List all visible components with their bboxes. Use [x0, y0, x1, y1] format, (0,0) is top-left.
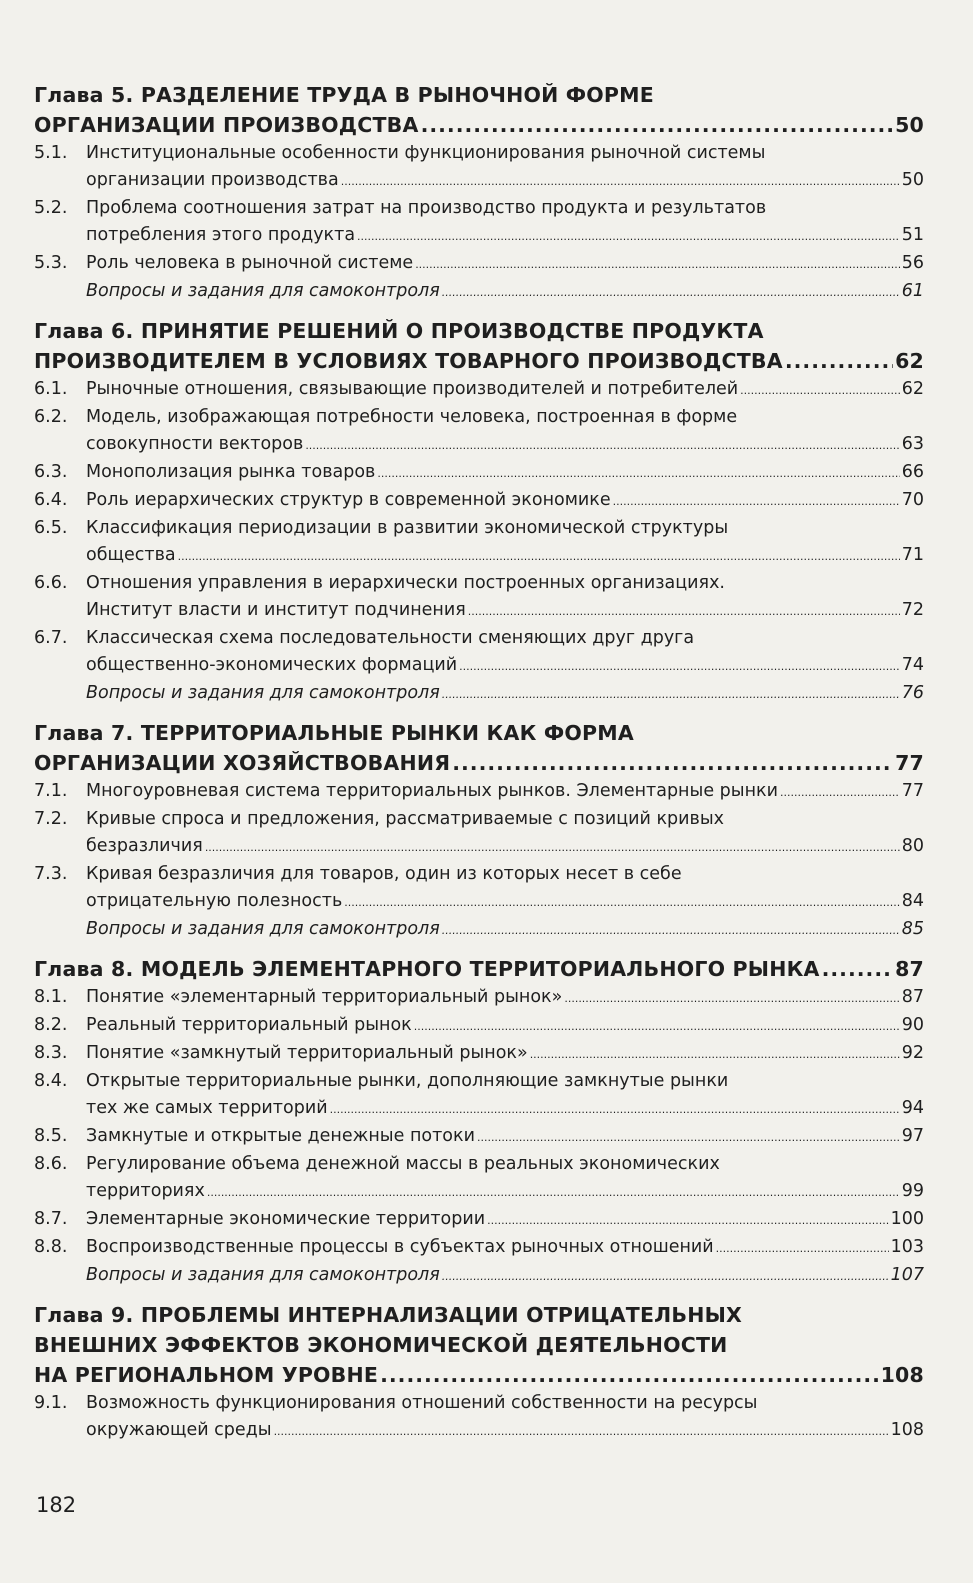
section-page-number: 50: [901, 170, 924, 190]
section-number: 8.6.: [34, 1154, 68, 1174]
section-number: 6.5.: [34, 518, 68, 538]
section-title-line: организации производства: [86, 170, 339, 190]
questions-row: [86, 1262, 924, 1290]
section-body: [86, 1151, 924, 1206]
section-body: [86, 1040, 924, 1068]
section-page-number: 92: [901, 1043, 924, 1063]
section-title-line: Воспроизводственные процессы в субъектах рыночных отношений: [86, 1237, 714, 1257]
toc-entry: [34, 515, 924, 570]
dot-leader: [442, 279, 900, 306]
questions-entry: [34, 916, 924, 944]
section-title-line: Модель, изображающая потребности человека, построенная в форме: [86, 407, 738, 427]
section-title-line: Кривая безразличия для товаров, один из которых несет в себе: [86, 864, 682, 884]
toc-entry: [34, 376, 924, 404]
section-title-row: [86, 1206, 924, 1234]
section-title-line: Классификация периодизации в развитии экономической структуры: [86, 518, 729, 538]
dot-leader: [330, 1096, 900, 1123]
section-title-line: Реальный территориальный рынок: [86, 1015, 412, 1035]
section-number: 8.3.: [34, 1043, 68, 1063]
section-title-row: [86, 459, 924, 487]
section-page-number: 56: [901, 253, 924, 273]
toc-entry: [34, 625, 924, 680]
section-title-row: [86, 778, 924, 806]
section-body: [86, 984, 924, 1012]
section-title-line: Элементарные экономические территории: [86, 1209, 486, 1229]
section-title-line: общества: [86, 545, 176, 565]
chapter-title-row: [34, 1360, 924, 1390]
section-title-line: совокупности векторов: [86, 434, 304, 454]
section-title-line: Классическая схема последовательности сменяющих друг друга: [86, 628, 695, 648]
section-page-number: 87: [901, 987, 924, 1007]
questions-page-number: 85: [901, 919, 924, 939]
dot-leader: [377, 460, 899, 487]
section-title-line: Возможность функционирования отношений собственности на ресурсы: [86, 1393, 758, 1413]
section-title-line: Институт власти и институт подчинения: [86, 600, 466, 620]
section-title-row: [86, 833, 924, 861]
dot-leader: [487, 1207, 888, 1234]
dot-leader: [822, 954, 893, 984]
dot-leader: [780, 779, 900, 806]
dot-leader: [530, 1041, 900, 1068]
chapter-title-line: ОРГАНИЗАЦИИ ПРОИЗВОДСТВА: [34, 113, 419, 137]
section-number-spacer: [34, 1262, 86, 1290]
section-number-spacer: [34, 916, 86, 944]
section-page-number: 70: [901, 490, 924, 510]
section-title-line: тех же самых территорий: [86, 1098, 328, 1118]
section-body: [86, 806, 924, 861]
questions-title: Вопросы и задания для самоконтроля: [86, 919, 440, 939]
section-page-number: 108: [890, 1420, 924, 1440]
section-body: [86, 459, 924, 487]
section-title-line: Понятие «замкнутый территориальный рынок»: [86, 1043, 528, 1063]
section-title-line: потребления этого продукта: [86, 225, 356, 245]
dot-leader: [178, 543, 900, 570]
chapter-title-row: [34, 748, 924, 778]
chapter-title-line: Глава 6. ПРИНЯТИЕ РЕШЕНИЙ О ПРОИЗВОДСТВЕ ПРОДУКТА: [34, 319, 764, 343]
dot-leader: [341, 168, 900, 195]
chapter-title-row: [34, 954, 924, 984]
chapter-page-number: 77: [895, 751, 924, 775]
dot-leader: [564, 985, 899, 1012]
dot-leader: [380, 1360, 879, 1390]
section-number: 7.2.: [34, 809, 68, 829]
toc-entry: [34, 806, 924, 861]
section-number: 7.3.: [34, 864, 68, 884]
section-page-number: 80: [901, 836, 924, 856]
section-title-line: территориях: [86, 1181, 205, 1201]
section-page-number: 84: [901, 891, 924, 911]
toc-entry: [34, 570, 924, 625]
dot-leader: [415, 251, 900, 278]
chapter-title-line: Глава 9. ПРОБЛЕМЫ ИНТЕРНАЛИЗАЦИИ ОТРИЦАТЕЛЬНЫХ: [34, 1303, 743, 1327]
section-number: 8.4.: [34, 1071, 68, 1091]
section-body: [86, 404, 924, 459]
section-title-row: [86, 984, 924, 1012]
section-page-number: 72: [901, 600, 924, 620]
section-number: 8.7.: [34, 1209, 68, 1229]
toc-entry: [34, 487, 924, 515]
section-title-row: [86, 542, 924, 570]
toc-entry: [34, 404, 924, 459]
section-title-line: Роль человека в рыночной системе: [86, 253, 414, 273]
section-body: [86, 195, 924, 250]
chapter-page-number: 87: [895, 957, 924, 981]
chapter-page-number: 108: [880, 1363, 924, 1387]
toc-entry: [34, 1234, 924, 1262]
section-title-line: безразличия: [86, 836, 203, 856]
section-title-row: [86, 487, 924, 515]
chapter-title-line: НА РЕГИОНАЛЬНОМ УРОВНЕ: [34, 1363, 379, 1387]
section-title-row: [86, 1040, 924, 1068]
toc-entry: [34, 140, 924, 195]
section-number: 7.1.: [34, 781, 68, 801]
dot-leader: [205, 834, 900, 861]
section-title-row: [86, 1417, 924, 1445]
dot-leader: [468, 598, 900, 625]
dot-leader: [305, 432, 899, 459]
questions-body: [86, 916, 924, 944]
chapter-heading: [34, 954, 924, 984]
section-body: [86, 1068, 924, 1123]
toc-entry: [34, 459, 924, 487]
dot-leader: [414, 1013, 900, 1040]
section-title-row: [86, 652, 924, 680]
dot-leader: [442, 681, 900, 708]
section-title-row: [86, 167, 924, 195]
chapter-title-line: Глава 5. РАЗДЕЛЕНИЕ ТРУДА В РЫНОЧНОЙ ФОРМЕ: [34, 83, 654, 107]
section-title-row: [86, 1123, 924, 1151]
section-title-row: [86, 431, 924, 459]
section-title-line: Многоуровневая система территориальных рынков. Элементарные рынки: [86, 781, 778, 801]
toc-entry: [34, 250, 924, 278]
section-body: [86, 376, 924, 404]
chapter-title-line: ВНЕШНИХ ЭФФЕКТОВ ЭКОНОМИЧЕСКОЙ ДЕЯТЕЛЬНОСТИ: [34, 1333, 728, 1357]
questions-title: Вопросы и задания для самоконтроля: [86, 1265, 440, 1285]
toc-entry: [34, 778, 924, 806]
section-number: 6.3.: [34, 462, 68, 482]
questions-page-number: 61: [901, 281, 924, 301]
section-page-number: 90: [901, 1015, 924, 1035]
section-body: [86, 570, 924, 625]
section-number: 8.8.: [34, 1237, 68, 1257]
chapter-heading: [34, 316, 924, 376]
section-page-number: 51: [901, 225, 924, 245]
section-number: 6.4.: [34, 490, 68, 510]
section-title-line: Понятие «элементарный территориальный рынок»: [86, 987, 563, 1007]
section-title-line: Роль иерархических структур в современной экономике: [86, 490, 611, 510]
section-title-line: окружающей среды: [86, 1420, 272, 1440]
section-page-number: 63: [901, 434, 924, 454]
section-number: 9.1.: [34, 1393, 68, 1413]
questions-body: [86, 680, 924, 708]
section-title-row: [86, 1012, 924, 1040]
section-title-line: общественно-экономических формаций: [86, 655, 458, 675]
section-number: 6.6.: [34, 573, 68, 593]
section-number: 5.1.: [34, 143, 68, 163]
section-page-number: 97: [901, 1126, 924, 1146]
section-number: 6.7.: [34, 628, 68, 648]
dot-leader: [421, 110, 894, 140]
section-body: [86, 625, 924, 680]
section-body: [86, 487, 924, 515]
section-number: 6.1.: [34, 379, 68, 399]
section-number: 8.2.: [34, 1015, 68, 1035]
section-page-number: 77: [901, 781, 924, 801]
dot-leader: [344, 889, 899, 916]
section-title-row: [86, 222, 924, 250]
dot-leader: [207, 1179, 900, 1206]
chapter-page-number: 62: [895, 349, 924, 373]
section-title-row: [86, 1178, 924, 1206]
questions-entry: [34, 680, 924, 708]
questions-page-number: 76: [901, 683, 924, 703]
chapter-title-row: [34, 346, 924, 376]
questions-entry: [34, 1262, 924, 1290]
section-number-spacer: [34, 278, 86, 306]
section-number: 5.3.: [34, 253, 68, 273]
chapter-title-line: Глава 7. ТЕРРИТОРИАЛЬНЫЕ РЫНКИ КАК ФОРМА: [34, 721, 634, 745]
chapter-page-number: 50: [895, 113, 924, 137]
section-title-line: Открытые территориальные рынки, дополняющие замкнутые рынки: [86, 1071, 729, 1091]
section-body: [86, 515, 924, 570]
section-title-line: Отношения управления в иерархически построенных организациях.: [86, 573, 725, 593]
section-title-line: Институциональные особенности функционирования рыночной системы: [86, 143, 766, 163]
section-page-number: 66: [901, 462, 924, 482]
questions-body: [86, 278, 924, 306]
dot-leader: [613, 488, 900, 515]
questions-body: [86, 1262, 924, 1290]
section-number-spacer: [34, 680, 86, 708]
table-of-contents: [34, 80, 924, 1445]
section-page-number: 71: [901, 545, 924, 565]
dot-leader: [785, 346, 893, 376]
section-title-line: Рыночные отношения, связывающие производителей и потребителей: [86, 379, 739, 399]
toc-entry: [34, 1012, 924, 1040]
section-page-number: 100: [890, 1209, 924, 1229]
section-number: 5.2.: [34, 198, 68, 218]
section-page-number: 94: [901, 1098, 924, 1118]
toc-entry: [34, 1390, 924, 1445]
toc-entry: [34, 1068, 924, 1123]
section-title-row: [86, 1095, 924, 1123]
chapter-title-line: Глава 8. МОДЕЛЬ ЭЛЕМЕНТАРНОГО ТЕРРИТОРИАЛЬНОГО РЫНКА: [34, 957, 820, 981]
section-body: [86, 250, 924, 278]
dot-leader: [740, 377, 900, 404]
section-title-row: [86, 376, 924, 404]
toc-entry: [34, 861, 924, 916]
questions-row: [86, 916, 924, 944]
questions-row: [86, 278, 924, 306]
section-title-row: [86, 888, 924, 916]
dot-leader: [274, 1418, 889, 1445]
section-body: [86, 140, 924, 195]
section-page-number: 62: [901, 379, 924, 399]
dot-leader: [459, 653, 900, 680]
questions-page-number: 107: [890, 1265, 924, 1285]
section-body: [86, 1123, 924, 1151]
toc-entry: [34, 195, 924, 250]
section-body: [86, 861, 924, 916]
questions-title: Вопросы и задания для самоконтроля: [86, 281, 440, 301]
section-page-number: 99: [901, 1181, 924, 1201]
section-body: [86, 1206, 924, 1234]
chapter-title-row: [34, 110, 924, 140]
section-body: [86, 778, 924, 806]
toc-entry: [34, 1151, 924, 1206]
section-title-line: Замкнутые и открытые денежные потоки: [86, 1126, 475, 1146]
dot-leader: [442, 917, 900, 944]
section-body: [86, 1012, 924, 1040]
dot-leader: [477, 1124, 900, 1151]
dot-leader: [442, 1263, 889, 1290]
section-title-line: отрицательную полезность: [86, 891, 343, 911]
section-title-line: Проблема соотношения затрат на производство продукта и результатов: [86, 198, 767, 218]
toc-entry: [34, 1206, 924, 1234]
section-title-line: Монополизация рынка товаров: [86, 462, 376, 482]
chapter-heading: [34, 718, 924, 778]
section-title-line: Кривые спроса и предложения, рассматриваемые с позиций кривых: [86, 809, 724, 829]
toc-entry: [34, 984, 924, 1012]
page-number: 182: [36, 1493, 77, 1517]
section-page-number: 74: [901, 655, 924, 675]
section-title-line: Регулирование объема денежной массы в реальных экономических: [86, 1154, 720, 1174]
dot-leader: [357, 223, 900, 250]
section-number: 6.2.: [34, 407, 68, 427]
chapter-heading: [34, 80, 924, 140]
section-title-row: [86, 250, 924, 278]
questions-entry: [34, 278, 924, 306]
dot-leader: [716, 1235, 889, 1262]
chapter-heading: [34, 1300, 924, 1390]
toc-entry: [34, 1123, 924, 1151]
section-title-row: [86, 1234, 924, 1262]
section-body: [86, 1234, 924, 1262]
questions-row: [86, 680, 924, 708]
chapter-title-line: ПРОИЗВОДИТЕЛЕМ В УСЛОВИЯХ ТОВАРНОГО ПРОИЗВОДСТВА: [34, 349, 783, 373]
questions-title: Вопросы и задания для самоконтроля: [86, 683, 440, 703]
section-number: 8.5.: [34, 1126, 68, 1146]
toc-entry: [34, 1040, 924, 1068]
section-page-number: 103: [890, 1237, 924, 1257]
chapter-title-line: ОРГАНИЗАЦИИ ХОЗЯЙСТВОВАНИЯ: [34, 751, 451, 775]
section-title-row: [86, 597, 924, 625]
section-body: [86, 1390, 924, 1445]
section-number: 8.1.: [34, 987, 68, 1007]
dot-leader: [452, 748, 893, 778]
